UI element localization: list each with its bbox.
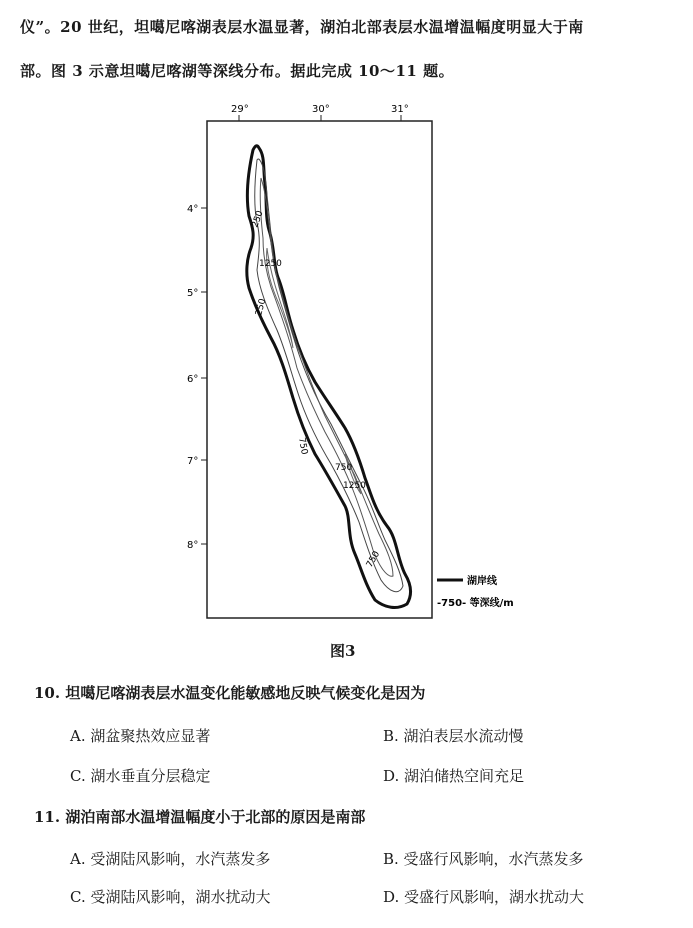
depth-label: 750 (296, 436, 309, 456)
question-11-option-d[interactable]: D. 受盛行风影响，湖水扰动大 (383, 888, 585, 906)
lat-label-4: 4° (187, 204, 199, 215)
question-11-stem: 11. 湖泊南部水温增温幅度小于北部的原因是南部 (34, 808, 366, 826)
lat-label-5: 5° (187, 288, 199, 299)
depth-label: 750 (335, 463, 353, 473)
legend-isobath-label: -750- 等深线/m (437, 598, 514, 609)
question-10-option-a[interactable]: A. 湖盆聚热效应显著 (70, 727, 211, 745)
lat-label-8: 8° (187, 540, 199, 551)
isobath-250 (255, 159, 403, 592)
lake-shoreline (247, 146, 411, 608)
lat-label-7: 7° (187, 456, 199, 467)
question-10-option-b[interactable]: B. 湖泊表层水流动慢 (383, 727, 524, 745)
legend-shoreline-label: 湖岸线 (467, 576, 497, 587)
lon-label-29: 29° (231, 104, 249, 115)
depth-label: 1250 (259, 259, 282, 269)
intro-line-2: 部。图 3 示意坦噶尼喀湖等深线分布。据此完成 10～11 题。 (20, 62, 455, 80)
figure-caption: 图3 (330, 642, 356, 660)
question-10-option-c[interactable]: C. 湖水垂直分层稳定 (70, 767, 211, 785)
lon-label-31: 31° (391, 104, 409, 115)
depth-label: 250 (250, 209, 266, 230)
lon-label-30: 30° (312, 104, 330, 115)
depth-label: 750 (364, 549, 383, 570)
depth-label: 1250 (343, 481, 366, 491)
question-11-option-b[interactable]: B. 受盛行风影响，水汽蒸发多 (383, 850, 584, 868)
question-11-option-c[interactable]: C. 受湖陆风影响，湖水扰动大 (70, 888, 271, 906)
question-11-option-a[interactable]: A. 受湖陆风影响，水汽蒸发多 (70, 850, 271, 868)
isobath-750 (260, 178, 393, 576)
question-10-stem: 10. 坦噶尼喀湖表层水温变化能敏感地反映气候变化是因为 (34, 684, 426, 702)
intro-line-1: 仪”。20 世纪，坦噶尼喀湖表层水温显著，湖泊北部表层水温增温幅度明显大于南 (20, 18, 584, 36)
lake-depth-map (175, 98, 514, 618)
map-frame (207, 121, 432, 618)
depth-label: 250 (254, 297, 269, 317)
lat-label-6: 6° (187, 374, 199, 385)
question-10-option-d[interactable]: D. 湖泊储热空间充足 (383, 767, 525, 785)
